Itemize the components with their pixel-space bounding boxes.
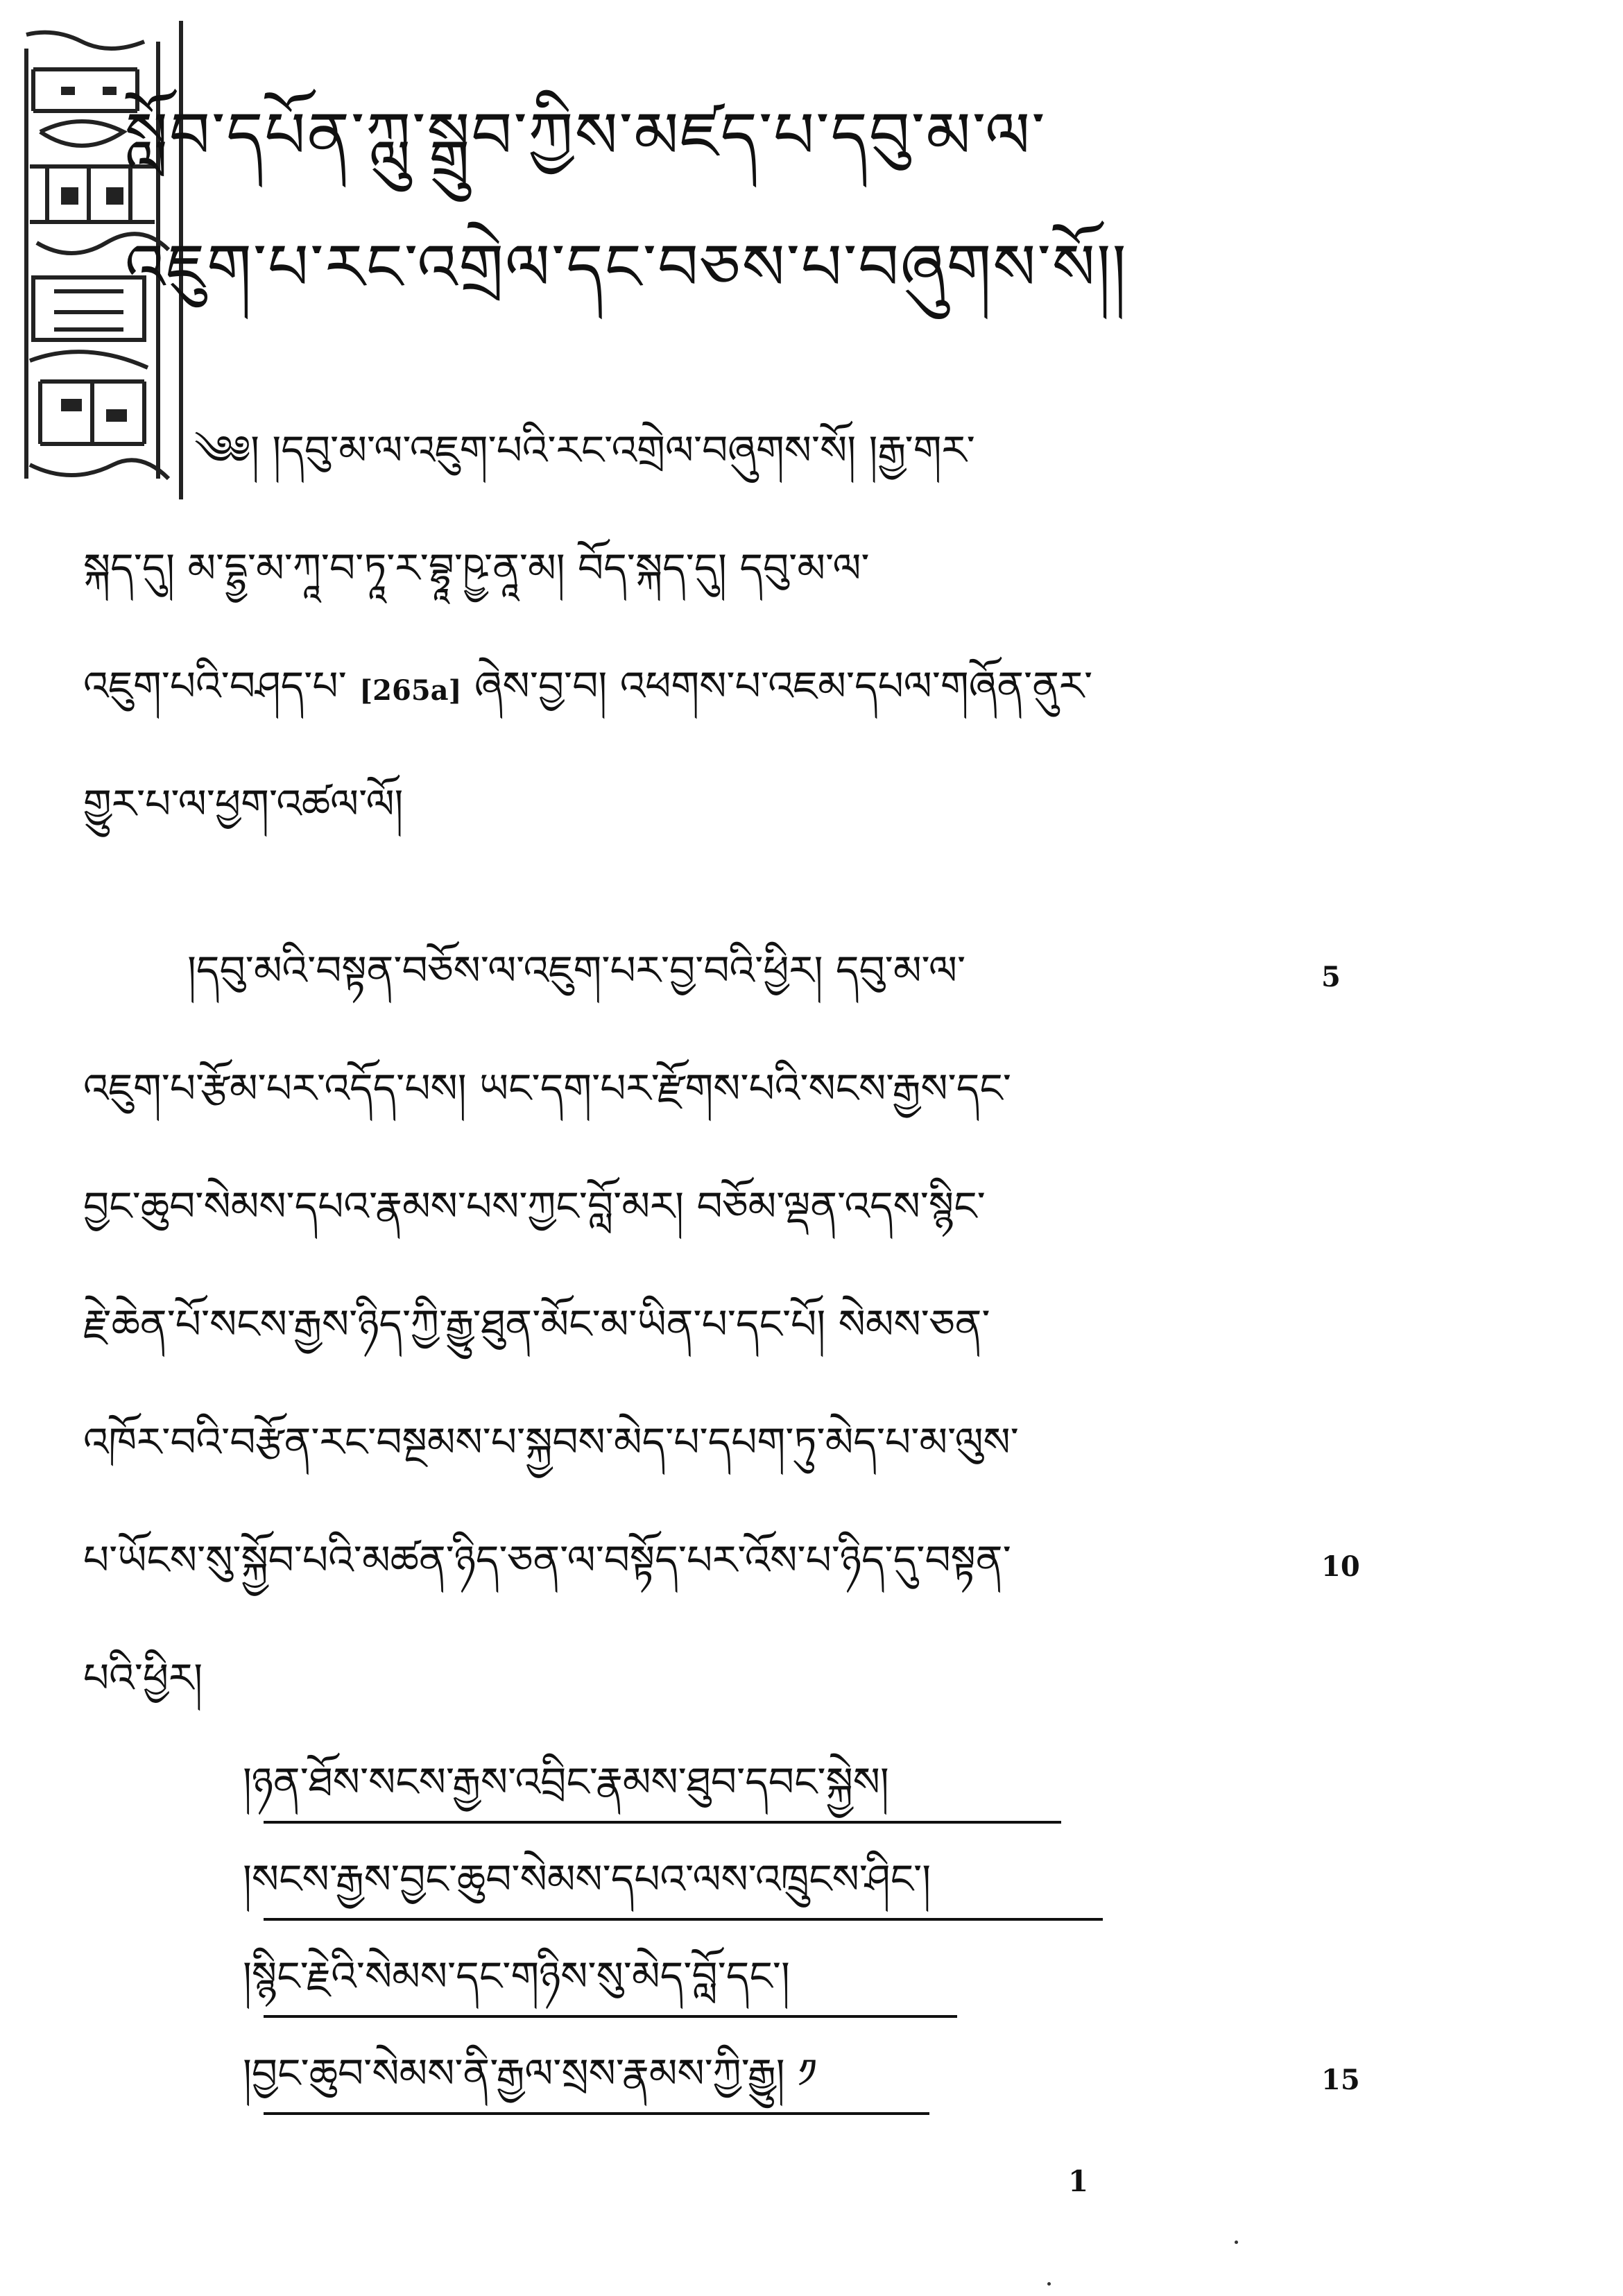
intro-line-3-text: འཇུག་པའི་བཤད་པ་	[83, 662, 347, 710]
body-line-3: བྱང་ཆུབ་སེམས་དཔའ་རྣམས་པས་ཀྱང་བློ་མར། བཅོམ་ལྡན་འདས་སྙིང་	[83, 1183, 986, 1230]
line-number-10: 10	[1321, 1550, 1360, 1583]
page-number: 1	[1068, 2164, 1089, 2198]
body-line-6: པ་ཡོངས་སུ་སྐྱོབ་པའི་མཚན་ཉིད་ཅན་ལ་བསྟོད་པར་འོས་པ་ཉིད་དུ་བསྟན་	[83, 1536, 1011, 1584]
verse-line-1: །ཉན་ཐོས་སངས་རྒྱས་འབྲིང་རྣམས་ཐུབ་དབང་སྐྱེས།	[243, 1758, 889, 1806]
line-number-5: 5	[1321, 961, 1341, 993]
body-line-5: འཁོར་བའི་བརྩོན་རང་བསྔམས་པ་སྐྱབས་མེད་པ་དཔག་ཏུ་མེད་པ་མ་ལུས་	[83, 1419, 1019, 1466]
intro-line-1: ༄༅། །དབུ་མ་ལ་འཇུག་པའི་རང་འགྲེལ་བཞུགས་སོ། །རྒྱ་གར་	[194, 427, 975, 474]
verse-underline-3	[264, 2015, 957, 2018]
line-number-15: 15	[1321, 2064, 1360, 2096]
body-line-2: འཇུག་པ་རྩོམ་པར་འདོད་པས། ཡང་དག་པར་རྫོགས་པའི་སངས་རྒྱས་དང་	[83, 1065, 1011, 1112]
title-line-2: འཇུག་པ་རང་འགྲེལ་དང་བཅས་པ་བཞུགས་སོ།།	[125, 230, 1128, 305]
intro-line-2: སྐད་དུ། མ་དྷྱ་མ་ཀཱ་བ་ཏཱ་ར་བྷཱ་ཥྱ་ནཱ་མ། བོད་སྐད་དུ། དབུ་མ་ལ་	[83, 545, 870, 592]
intro-line-3-cont: ཞེས་བྱ་བ། འཕགས་པ་འཇམ་དཔལ་གཞོན་ནུར་	[474, 662, 1093, 710]
folio-marker: [265a]	[359, 674, 462, 707]
verse-line-3: །སྙིང་རྗེའི་སེམས་དང་གཉིས་སུ་མེད་བློ་དང་།	[243, 1953, 790, 2000]
body-line-4: རྗེ་ཆེན་པོ་སངས་རྒྱས་ཉིད་ཀྱི་རྒྱུ་ཐུན་མོང་མ་ཡིན་པ་དང་པོ། སེམས་ཅན་	[83, 1301, 990, 1348]
scan-speck	[1047, 2282, 1051, 2286]
verse-underline-1	[264, 1821, 1061, 1824]
verse-line-4: །བྱང་ཆུབ་སེམས་ནི་རྒྱལ་སྲས་རྣམས་ཀྱི་རྒྱུ། ༡	[243, 2050, 818, 2097]
body-line-1: །དབུ་མའི་བསྟན་བཅོས་ལ་འཇུག་པར་བྱ་བའི་ཕྱིར། དབུ་མ་ལ་	[187, 947, 966, 994]
verse-underline-2	[264, 1918, 1103, 1921]
verse-line-2: །སངས་རྒྱས་བྱང་ཆུབ་སེམས་དཔའ་ལས་འཁྲུངས་ཤིང་།	[243, 1856, 931, 1903]
intro-line-4: གྱུར་པ་ལ་ཕྱག་འཚལ་ལོ།	[83, 780, 404, 828]
intro-line-3	[83, 662, 1093, 710]
body-line-7: པའི་ཕྱིར།	[83, 1654, 203, 1702]
scan-speck	[1235, 2241, 1238, 2244]
verse-underline-4	[264, 2112, 929, 2115]
title-line-1: སློབ་དཔོན་ཀླུ་སྒྲུབ་ཀྱིས་མཛད་པ་དབུ་མ་ལ་	[125, 98, 1047, 173]
